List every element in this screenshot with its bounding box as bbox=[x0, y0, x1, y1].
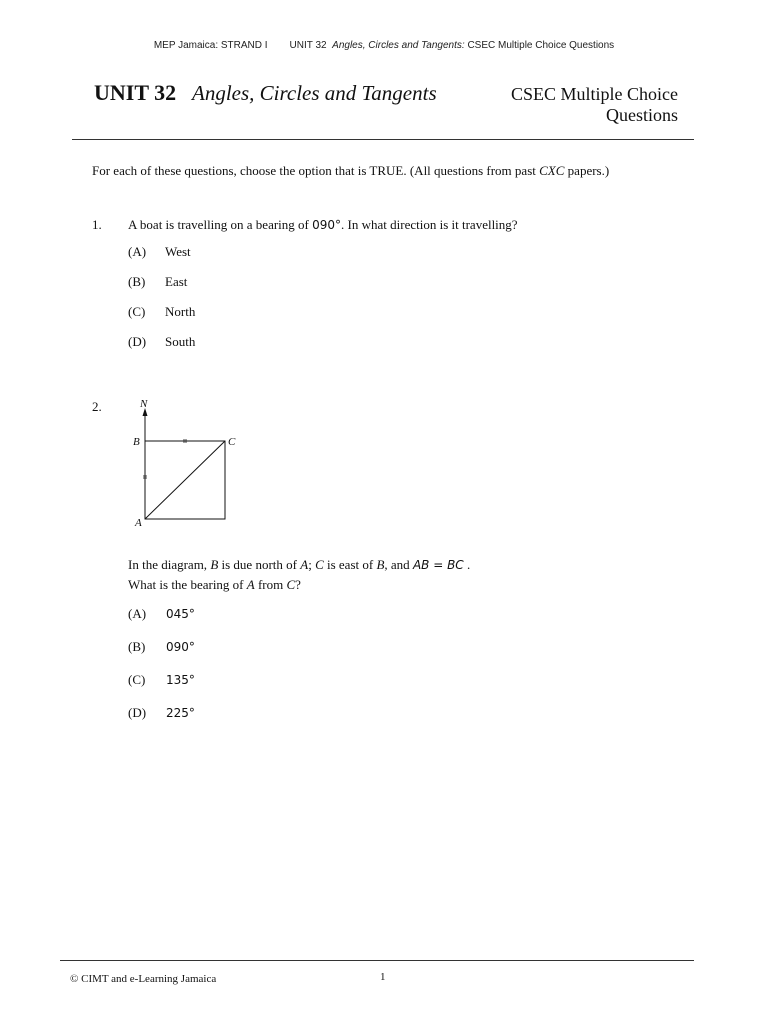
q1-text bbox=[128, 217, 518, 233]
q2-option-c-letter: (C) bbox=[128, 672, 146, 687]
q2-number: 2. bbox=[92, 399, 102, 414]
q2-l1-c: C bbox=[315, 557, 324, 572]
q1-option-d-letter: (D) bbox=[128, 334, 147, 349]
q2-text-line2 bbox=[128, 577, 301, 593]
label-c: C bbox=[228, 436, 236, 448]
q2-l1-p1: In the diagram, bbox=[128, 557, 211, 572]
q2-option-d-letter: (D) bbox=[128, 705, 147, 720]
title-right bbox=[458, 84, 678, 126]
q2-option-c[interactable]: 135° bbox=[166, 673, 195, 687]
header-topic: Angles, Circles and Tangents: bbox=[332, 40, 465, 51]
q2-l1-p5: , and bbox=[384, 557, 413, 572]
q2-option-b[interactable]: 090° bbox=[166, 640, 195, 654]
q1-text-end: . In what direction is it travelling? bbox=[341, 217, 518, 232]
q2-l1-p4: is east of bbox=[323, 557, 377, 572]
instructions-cxc: CXC bbox=[539, 163, 565, 178]
q2-l1-p6: . bbox=[463, 557, 471, 572]
bottom-divider bbox=[60, 960, 694, 961]
bearing-diagram bbox=[128, 395, 238, 535]
q2-l2-p2: from bbox=[254, 577, 287, 592]
q1-option-d[interactable]: South bbox=[165, 334, 196, 349]
q1-option-a[interactable]: West bbox=[165, 244, 191, 259]
q1-bearing: 090° bbox=[312, 218, 342, 232]
title-right-line2: Questions bbox=[606, 105, 678, 125]
unit-name: Angles, Circles and Tangents bbox=[192, 81, 437, 105]
q1-text-start: A boat is travelling on a bearing of bbox=[128, 217, 313, 232]
q2-l1-a: A bbox=[300, 557, 309, 572]
top-divider bbox=[72, 139, 694, 140]
instructions bbox=[92, 163, 609, 179]
q1-option-c[interactable]: North bbox=[165, 304, 196, 319]
label-a: A bbox=[135, 517, 142, 529]
footer-copyright: © CIMT and e-Learning Jamaica bbox=[70, 973, 217, 985]
q1-number: 1. bbox=[92, 217, 102, 232]
unit-code: UNIT 32 bbox=[94, 80, 177, 105]
q2-l1-equation: AB = BC bbox=[412, 558, 464, 572]
page-number: 1 bbox=[380, 971, 386, 983]
title-right-line1: CSEC Multiple Choice bbox=[510, 84, 678, 104]
diagonal-ac bbox=[145, 441, 225, 519]
q1-option-b-letter: (B) bbox=[128, 274, 146, 289]
running-header bbox=[0, 40, 768, 51]
q2-l2-c: C bbox=[286, 577, 296, 592]
q2-l1-p3: ; bbox=[308, 557, 316, 572]
label-n: N bbox=[140, 398, 148, 410]
q2-option-b-letter: (B) bbox=[128, 639, 146, 654]
q2-text-line1 bbox=[128, 557, 470, 573]
q2-option-a-letter: (A) bbox=[128, 606, 147, 621]
q2-l1-b2: B bbox=[376, 557, 385, 572]
instructions-text: For each of these questions, choose the option that is TRUE. (All questions from past bbox=[92, 163, 540, 178]
header-right: CSEC Multiple Choice Questions bbox=[467, 40, 615, 51]
q2-l2-a: A bbox=[246, 577, 255, 592]
label-b: B bbox=[133, 436, 140, 448]
q2-option-d[interactable]: 225° bbox=[166, 706, 195, 720]
q2-l2-p3: ? bbox=[295, 577, 301, 592]
q1-option-a-letter: (A) bbox=[128, 244, 147, 259]
q1-option-b[interactable]: East bbox=[165, 274, 188, 289]
q2-l2-p1: What is the bearing of bbox=[128, 577, 247, 592]
header-unit: UNIT 32 bbox=[289, 40, 327, 51]
instructions-end: papers.) bbox=[564, 163, 610, 178]
header-strand: MEP Jamaica: STRAND I bbox=[153, 40, 268, 51]
q2-l1-b: B bbox=[210, 557, 219, 572]
q1-option-c-letter: (C) bbox=[128, 304, 146, 319]
q2-option-a[interactable]: 045° bbox=[166, 607, 195, 621]
q2-l1-p2: is due north of bbox=[218, 557, 301, 572]
